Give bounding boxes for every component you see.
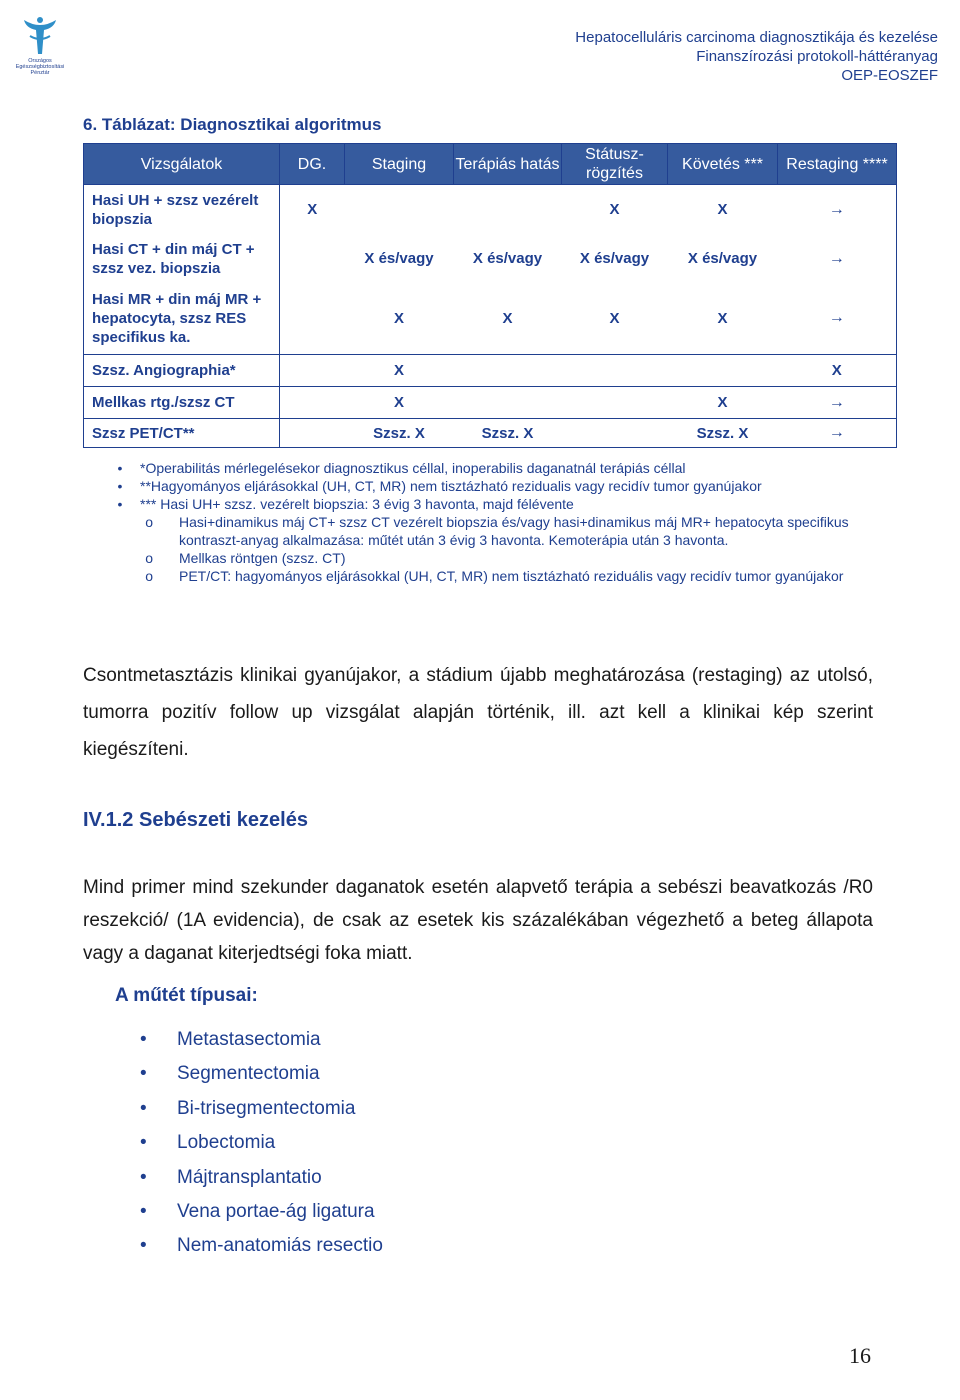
- list-item: [140, 1161, 383, 1195]
- table-cell: →: [778, 283, 897, 355]
- list-item: [140, 1057, 383, 1091]
- column-header: Követés ***: [668, 144, 778, 185]
- column-header: Restaging ****: [778, 144, 897, 185]
- table-cell: [562, 387, 668, 419]
- paragraph: Mind primer mind szekunder daganatok esetén alapvető terápia a sebészi beavatkozás /R0 reszekció/ (1A evidencia), de csak az esetek kis százalékában végezhető a beteg állapota vagy a daganat kiterjedtségi foka miatt.: [83, 877, 873, 964]
- row-label: Szsz PET/CT**: [84, 419, 280, 448]
- bullet-icon: •: [140, 1063, 147, 1085]
- table-cell: X: [454, 283, 562, 355]
- operations-list: [140, 1023, 383, 1264]
- table-cell: [454, 355, 562, 387]
- table-cell: Szsz. X: [345, 419, 454, 448]
- list-item-text: Metastasectomia: [177, 1029, 321, 1050]
- footnote: [100, 477, 900, 495]
- table-row: [84, 185, 897, 235]
- diagnostic-algorithm-table: [83, 143, 897, 448]
- list-item-text: Segmentectomia: [177, 1063, 320, 1085]
- table-row: [84, 419, 897, 448]
- table-cell: X: [345, 355, 454, 387]
- footnote-subitem: [100, 513, 900, 549]
- row-label: Hasi UH + szsz vezérelt biopszia: [84, 185, 280, 235]
- table-cell: X: [668, 387, 778, 419]
- footnote-text: Hasi+dinamikus máj CT+ szsz CT vezérelt biopszia és/vagy hasi+dinamikus máj MR+ hepatocyta specifikus kontraszt-anyag alkalmazása: műtét után 3 évig 3 havonta. Kemoterápia után 3 havonta.: [179, 514, 849, 548]
- header-title: Hepatocelluláris carcinoma diagnosztikája és kezelése: [575, 29, 938, 46]
- table-cell: Szsz. X: [454, 419, 562, 448]
- table-cell: X: [280, 185, 345, 235]
- row-label: Szsz. Angiographia*: [84, 355, 280, 387]
- table-title: 6. Táblázat: Diagnosztikai algoritmus: [83, 115, 382, 134]
- footnote: [100, 459, 900, 477]
- table-cell: X: [345, 283, 454, 355]
- column-header: Terápiás hatás: [454, 144, 562, 185]
- bullet-icon: •: [140, 1235, 147, 1257]
- column-header: Vizsgálatok: [84, 144, 280, 185]
- table-cell: [562, 355, 668, 387]
- table-cell: X: [668, 283, 778, 355]
- table-cell: X: [345, 387, 454, 419]
- row-label: Mellkas rtg./szsz CT: [84, 387, 280, 419]
- table-cell: [280, 355, 345, 387]
- column-header: DG.: [280, 144, 345, 185]
- list-item: [140, 1092, 383, 1126]
- list-item: [140, 1023, 383, 1057]
- footnote-text: **Hagyományos eljárásokkal (UH, CT, MR) nem tisztázható rezidualis vagy recidív tumor gyanújakor: [140, 478, 762, 494]
- paragraph: Csontmetasztázis klinikai gyanújakor, a stádium újabb meghatározása (restaging) az utolsó, tumorra pozitív follow up vizsgálat alapján történik, ill. azt kell a klinikai kép szerint kiegészíteni.: [83, 665, 873, 760]
- footnote-text: *** Hasi UH+ szsz. vezérelt biopszia: 3 évig 3 havonta, majd félévente: [140, 496, 574, 512]
- table-cell: X: [778, 355, 897, 387]
- logo: [6, 14, 74, 76]
- table-footnotes: [100, 459, 900, 585]
- list-item-text: Bi-trisegmentectomia: [177, 1097, 356, 1119]
- circle-bullet-icon: o: [145, 514, 153, 530]
- page-number: 16: [849, 1343, 871, 1368]
- table-cell: [280, 235, 345, 283]
- footnote-subitem: [100, 549, 900, 567]
- logo-text-line2: Pénztár: [30, 70, 50, 76]
- footnote-text: *Operabilitás mérlegelésekor diagnosztikus céllal, inoperabilis daganatnál terápiás céllal: [140, 460, 686, 476]
- list-item: [140, 1229, 383, 1263]
- table-cell: [280, 387, 345, 419]
- table-cell: [345, 185, 454, 235]
- table-cell: X és/vagy: [687, 250, 758, 267]
- bullet-icon: •: [117, 478, 123, 494]
- list-item: [140, 1195, 383, 1229]
- table-cell: →: [778, 419, 897, 448]
- list-item-text: Vena portae-ág ligatura: [177, 1200, 375, 1222]
- table-cell: X: [717, 201, 728, 219]
- table-cell: [280, 283, 345, 355]
- table-cell: X és/vagy: [472, 250, 543, 267]
- logo-emblem-icon: [20, 14, 60, 58]
- row-label: Hasi CT + din máj CT + szsz vez. biopszia: [84, 235, 280, 283]
- row-label: Hasi MR + din máj MR + hepatocyta, szsz RES specifikus ka.: [84, 283, 280, 355]
- table-cell: X: [609, 201, 620, 219]
- bullet-icon: •: [117, 460, 123, 476]
- bullet-icon: •: [140, 1097, 147, 1119]
- table-cell: Szsz. X: [668, 419, 778, 448]
- header-org: OEP-EOSZEF: [841, 67, 938, 84]
- column-header: Státusz-rögzítés: [562, 144, 668, 185]
- footnote-subitem: [100, 567, 900, 585]
- footnote-text: PET/CT: hagyományos eljárásokkal (UH, CT, MR) nem tisztázható reziduális vagy recidív tumor gyanújakor: [179, 568, 844, 584]
- table-cell: [668, 355, 778, 387]
- page-header: [575, 28, 938, 85]
- header-subtitle: Finanszírozási protokoll-háttéranyag: [696, 48, 938, 65]
- circle-bullet-icon: o: [145, 550, 153, 566]
- section-title: IV.1.2 Sebészeti kezelés: [83, 809, 308, 831]
- logo-text-line1: Országos Egészségbiztosítási: [15, 58, 65, 70]
- list-item-text: Májtransplantatio: [177, 1166, 322, 1188]
- table-cell: →: [778, 387, 897, 419]
- list-item-text: Nem-anatomiás resectio: [177, 1235, 383, 1257]
- footnote-text: Mellkas röntgen (szsz. CT): [179, 550, 346, 566]
- table-cell: [280, 419, 345, 448]
- bullet-icon: •: [140, 1166, 147, 1188]
- table-row: [84, 283, 897, 355]
- table-row: [84, 387, 897, 419]
- table-cell: X és/vagy: [364, 250, 434, 267]
- list-item-text: Lobectomia: [177, 1132, 276, 1154]
- circle-bullet-icon: o: [145, 568, 153, 584]
- footnote: [100, 495, 900, 513]
- list-item: [140, 1126, 383, 1160]
- bullet-icon: •: [117, 496, 123, 512]
- table-cell: [562, 419, 668, 448]
- column-header: Staging: [345, 144, 454, 185]
- table-cell: X: [562, 283, 668, 355]
- bullet-icon: •: [140, 1029, 147, 1050]
- operations-title: A műtét típusai:: [115, 985, 258, 1006]
- table-row: [84, 235, 897, 283]
- bullet-icon: •: [140, 1132, 147, 1154]
- table-row: [84, 355, 897, 387]
- table-cell: [454, 185, 562, 235]
- table-cell: X és/vagy: [579, 250, 650, 267]
- table-cell: →: [778, 185, 897, 235]
- table-header-row: [84, 144, 897, 185]
- table-cell: →: [778, 235, 897, 283]
- table-cell: [454, 387, 562, 419]
- bullet-icon: •: [140, 1200, 147, 1222]
